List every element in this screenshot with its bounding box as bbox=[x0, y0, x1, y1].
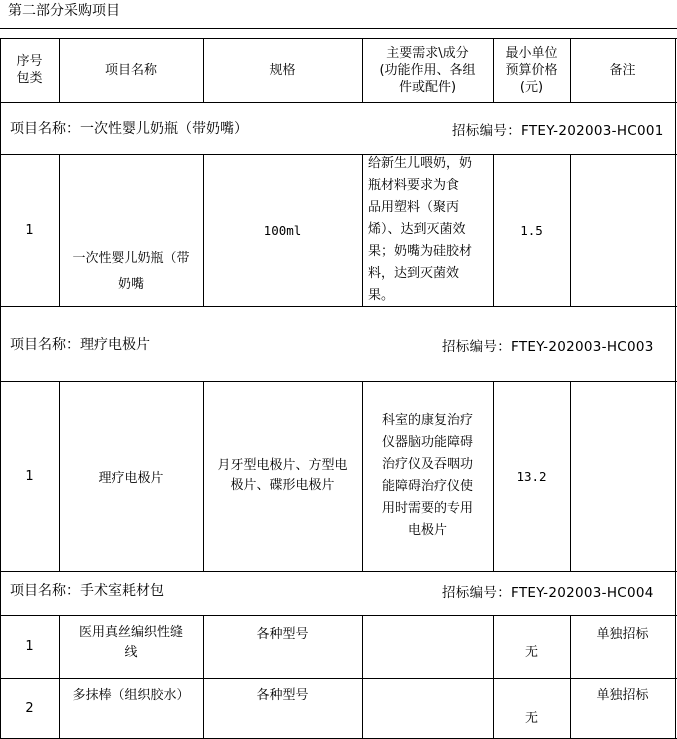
row-remark bbox=[570, 154, 675, 306]
header-seq bbox=[0, 38, 59, 102]
row-sep bbox=[0, 102, 677, 103]
row-name-line: 线 bbox=[124, 645, 138, 660]
row-name bbox=[59, 154, 203, 306]
row-remark bbox=[570, 381, 675, 571]
req-line: 料，达到灭菌效 bbox=[368, 266, 460, 281]
req-line: 仪器脑功能障碍 bbox=[381, 435, 473, 450]
row-name bbox=[59, 381, 203, 571]
req-line: 瓶材料要求为食 bbox=[368, 178, 460, 193]
header-price bbox=[493, 38, 570, 102]
req-line: 烯）、达到灭菌效 bbox=[368, 222, 466, 237]
req-line: 品用塑料（聚丙 bbox=[368, 200, 460, 215]
row-name bbox=[59, 615, 203, 678]
header-req-line: 主要需求\成分 bbox=[386, 45, 469, 61]
req-line: 果；奶嘴为硅胶材 bbox=[368, 244, 473, 259]
req-line: 给新生儿喂奶，奶 bbox=[368, 156, 473, 171]
row-requirements bbox=[362, 678, 493, 738]
row-requirements bbox=[362, 154, 493, 306]
header-requirements bbox=[362, 38, 493, 102]
section-label: 项目名称：理疗电极片 bbox=[10, 337, 150, 353]
row-price: 13.2 bbox=[516, 468, 547, 484]
row-name bbox=[59, 678, 203, 738]
req-line: 科室的康复治疗 bbox=[381, 413, 473, 428]
header-req-line: (功能作用、各组 bbox=[379, 62, 476, 78]
row-price: 1.5 bbox=[520, 222, 543, 238]
row-sep bbox=[0, 571, 677, 572]
row-remark: 单独招标 bbox=[596, 688, 649, 703]
row-seq: 1 bbox=[25, 222, 34, 238]
section-code: 招标编号：FTEY-202003-HC004 bbox=[442, 585, 654, 601]
row-requirements bbox=[362, 381, 493, 571]
header-name: 项目名称 bbox=[104, 62, 157, 78]
header-spec: 规格 bbox=[269, 62, 296, 78]
spec-line: 极片、碟形电极片 bbox=[230, 478, 335, 493]
section-label: 项目名称：一次性婴儿奶瓶（带奶嘴） bbox=[10, 121, 248, 137]
row-price: 无 bbox=[524, 710, 538, 726]
row-remark: 单独招标 bbox=[596, 627, 649, 642]
table-border-right bbox=[675, 38, 676, 739]
row-requirements bbox=[362, 615, 493, 678]
req-line: 治疗仪及吞咽功 bbox=[381, 457, 473, 472]
section-code: 招标编号：FTEY-202003-HC001 bbox=[452, 123, 664, 139]
row-name-line: 奶嘴 bbox=[117, 277, 144, 292]
header-price-line: (元) bbox=[519, 79, 544, 95]
row-sep bbox=[0, 306, 677, 307]
header-price-line: 最小单位 bbox=[505, 45, 558, 61]
section-code: 招标编号：FTEY-202003-HC003 bbox=[442, 339, 654, 355]
row-spec bbox=[203, 381, 362, 571]
row-price: 无 bbox=[524, 645, 538, 660]
row-name-line: 理疗电极片 bbox=[98, 470, 164, 486]
req-line: 电极片 bbox=[407, 523, 447, 538]
req-line: 用时需要的专用 bbox=[381, 501, 473, 516]
top-divider bbox=[0, 28, 677, 29]
row-seq: 2 bbox=[25, 700, 34, 716]
row-spec: 100ml bbox=[263, 222, 302, 238]
header-seq-line: 包类 bbox=[16, 71, 43, 86]
header-req-line: 件或配件) bbox=[398, 79, 457, 95]
req-line: 能障碍治疗仪使 bbox=[381, 479, 473, 494]
section-label: 项目名称：手术室耗材包 bbox=[10, 583, 164, 599]
row-spec: 各种型号 bbox=[256, 627, 309, 642]
row-seq: 1 bbox=[25, 468, 34, 484]
row-spec: 各种型号 bbox=[256, 688, 309, 703]
header-price-line: 预算价格 bbox=[505, 62, 558, 78]
header-remark: 备注 bbox=[609, 62, 636, 78]
page-title: 第二部分采购项目 bbox=[8, 3, 120, 19]
row-name-line: 一次性婴儿奶瓶（带 bbox=[72, 251, 190, 266]
row-seq: 1 bbox=[25, 639, 34, 654]
spec-line: 月牙型电极片、方型电 bbox=[217, 458, 348, 473]
header-seq-line: 序号 bbox=[16, 54, 43, 69]
row-name-line: 医用真丝编织性缝 bbox=[78, 625, 183, 640]
row-name-line: 多抹棒（组织胶水） bbox=[72, 688, 190, 703]
req-line: 果。 bbox=[368, 288, 395, 303]
procurement-table bbox=[0, 38, 677, 739]
